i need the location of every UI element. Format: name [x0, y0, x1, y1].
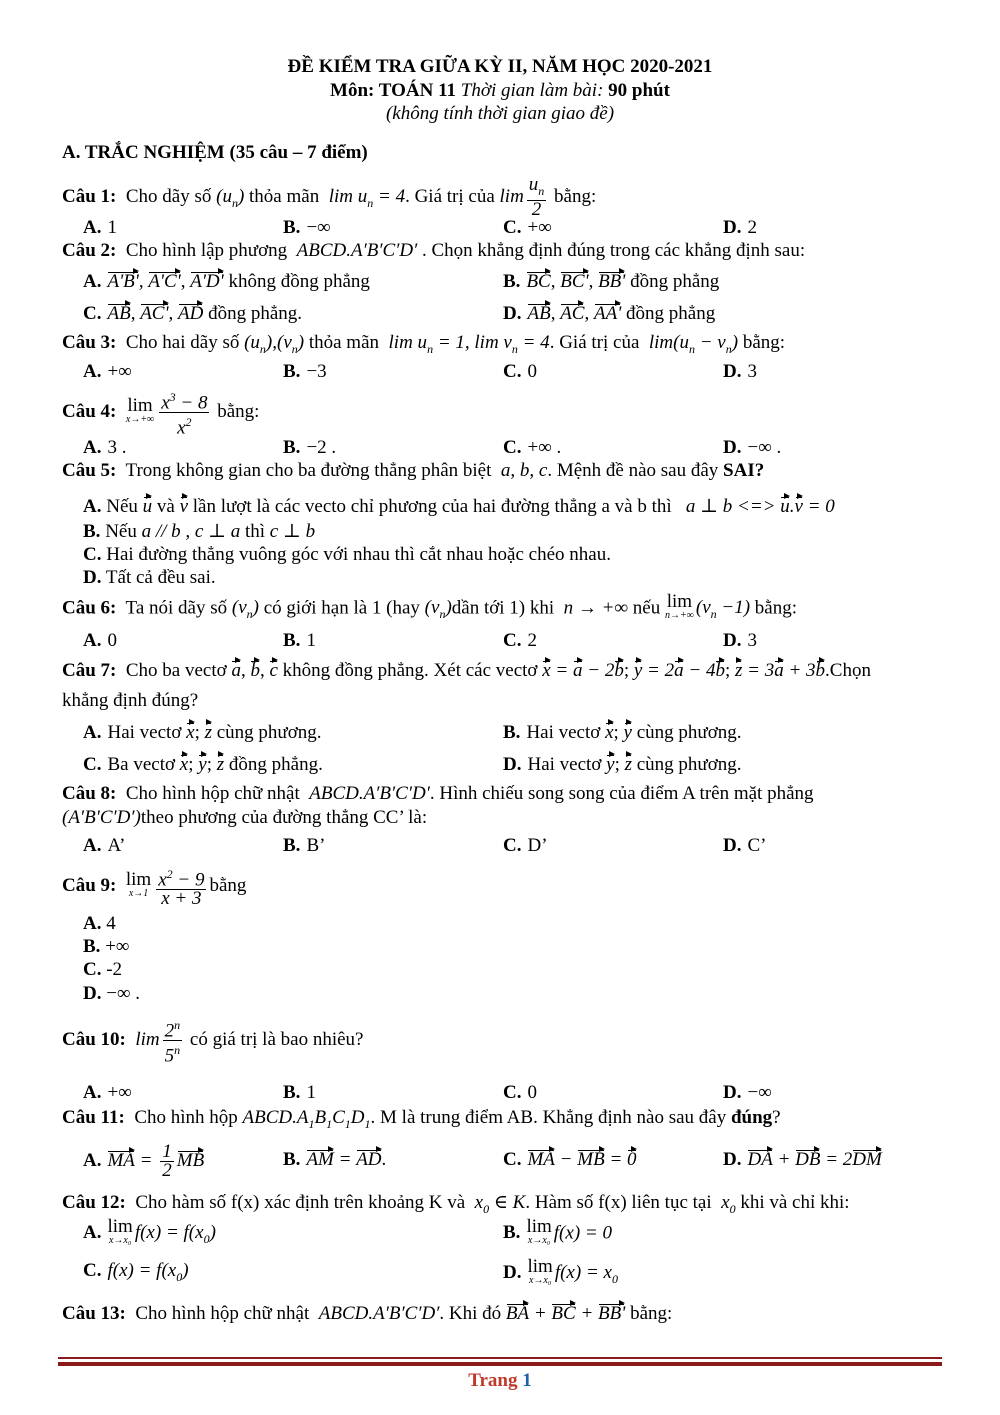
exam-title: ĐỀ KIỂM TRA GIỮA KỲ II, NĂM HỌC 2020-2021: [287, 56, 713, 77]
question-5: Câu 5: Trong không gian cho ba đường thẳng phân biệt a, b, c. Mệnh đề nào sau đây SAI?: [62, 460, 765, 481]
question-8-cont: (A′B′C′D′)theo phương của đường thẳng CC’ là:: [62, 807, 428, 828]
q7-options-cd: C. Ba vectơ x; y; z đồng phẳng. D. Hai vectơ y; z cùng phương.: [83, 754, 742, 775]
q4-options: A. 3 . B. −2 . C. +∞ . D. −∞ .: [83, 437, 782, 458]
q3-options: A. +∞ B. −3 C. 0 D. 3: [83, 361, 757, 382]
q12-options-ab: A. lim x→x₀ $f(x) = f(x_0)$ B. lim x→x₀ f(x) = 0: [83, 1216, 612, 1247]
q5-option-d: D. Tất cả đều sai.: [83, 567, 216, 588]
page-number: 1: [522, 1370, 532, 1391]
q9-option-c: C. -2: [83, 959, 123, 980]
question-10: Câu 10: lim $\frac{2^n}{5^n}$ có giá trị là bao nhiêu?: [62, 1018, 364, 1067]
q6-options: A. 0 B. 1 C. 2 D. 3: [83, 630, 757, 651]
q7-options-ab: A. Hai vectơ x; z cùng phương. B. Hai vectơ x; y cùng phương.: [83, 722, 742, 743]
q2-options-ab: A. A'B', A'C', A'D' không đồng phẳng B. BC, BC', BB' đồng phẳng: [83, 271, 720, 292]
q1-options: [83, 217, 963, 241]
time-value: 90 phút: [608, 80, 670, 101]
time-label: Thời gian làm bài:: [460, 80, 604, 101]
question-9: Câu 9: lim x→1 $\frac{x^2 - 9}{x + 3}$ bằng: [62, 867, 247, 910]
question-3: Câu 3: Cho hai dãy số $(u_n),(v_n)$ thỏa mãn $\lim u_n = 1$, $\lim v_n = 4$. Giá trị của $\lim(u_n - v_n)$ bằng:: [62, 332, 786, 356]
option: A. 1: [83, 217, 117, 238]
question-4: Câu 4: lim x→+∞ $\frac{x^3 - 8}{x^2}$ bằng:: [62, 390, 260, 439]
exam-subject-line: [0, 80, 1000, 102]
exam-note: (không tính thời gian giao đề): [385, 103, 615, 124]
option: D. 2: [723, 217, 757, 238]
page-label: Trang: [468, 1370, 518, 1391]
footer-rule: [58, 1357, 942, 1359]
q5-option-c: C. Hai đường thẳng vuông góc với nhau thì cắt nhau hoặc chéo nhau.: [83, 544, 611, 565]
question-11: Câu 11: Cho hình hộp $ABCD.A_1B_1C_1D_1$. M là trung điểm AB. Khẳng định nào sau đây đúng?: [62, 1107, 781, 1131]
footer-rule-thick: [58, 1362, 942, 1366]
option: C. +∞: [503, 217, 552, 238]
section-heading: A. TRẮC NGHIỆM (35 câu – 7 điểm): [62, 142, 368, 163]
question-12: Câu 12: Cho hàm số f(x) xác định trên khoảng K và $x_0$ ∈ K. Hàm số f(x) liên tục tại $x_0$ khi và chỉ khi:: [62, 1192, 850, 1216]
question-7-cont: khẳng định đúng?: [62, 690, 199, 711]
q12-options-cd: C. $f(x) = f(x_0)$ D. lim x→x₀ $f(x) = x_0$: [83, 1256, 618, 1287]
option: B. −∞: [283, 217, 331, 238]
q11-options: A. MA = $\frac{1}{2}$ MB B. AM = AD. C. MA − MB = 0 D. DA + DB = 2DM: [83, 1141, 882, 1181]
question-8: Câu 8: Cho hình hộp chữ nhật ABCD.A′B′C′D′. Hình chiếu song song của điểm A trên mặt phẳng: [62, 783, 814, 804]
question-2: Câu 2: Cho hình lập phương ABCD.A′B′C′D′ . Chọn khẳng định đúng trong các khẳng định sau:: [62, 240, 806, 261]
q9-option-b: B. +∞: [83, 936, 130, 957]
q9-option-a: A. 4: [83, 913, 116, 934]
q5-option-b: B. Nếu a // b , c ⊥ a thì c ⊥ b: [83, 521, 316, 542]
q8-options: A. A’ B. B’ C. D’ D. C’: [83, 835, 767, 856]
question-6: Câu 6: Ta nói dãy số $(v_n)$ có giới hạn là 1 (hay $(v_n)dần$ tới 1) khi n → +∞ nếu lim n→+∞ $(v_n -1)$ bằng:: [62, 591, 798, 622]
question-7: Câu 7: Cho ba vectơ a, b, c không đồng phẳng. Xét các vectơ x = a − 2b; y = 2a − 4b; z = 3a + 3b.Chọn: [62, 660, 871, 681]
page-footer: [0, 1370, 1000, 1392]
question-13: Câu 13: Cho hình hộp chữ nhật ABCD.A′B′C′D′. Khi đó BA + BC + BB' bằng:: [62, 1303, 673, 1324]
q5-option-a: A. Nếu u và v lần lượt là các vecto chỉ phương của hai đường thẳng a và b thì a ⊥ b <=> u.v = 0: [83, 496, 835, 517]
q9-option-d: D. −∞ .: [83, 983, 140, 1004]
q10-options: A. +∞ B. 1 C. 0 D. −∞: [83, 1082, 772, 1103]
subject-label: Môn: TOÁN 11: [330, 80, 457, 101]
question-1: Câu 1: Cho dãy số $(u_n)$ thỏa mãn $\lim u_n = 4$. Giá trị của lim $\frac{u_n}{2}$ bằng:: [62, 174, 597, 220]
q2-options-cd: C. AB, AC', AD đồng phẳng. D. AB, AC, AA' đồng phẳng: [83, 303, 716, 324]
